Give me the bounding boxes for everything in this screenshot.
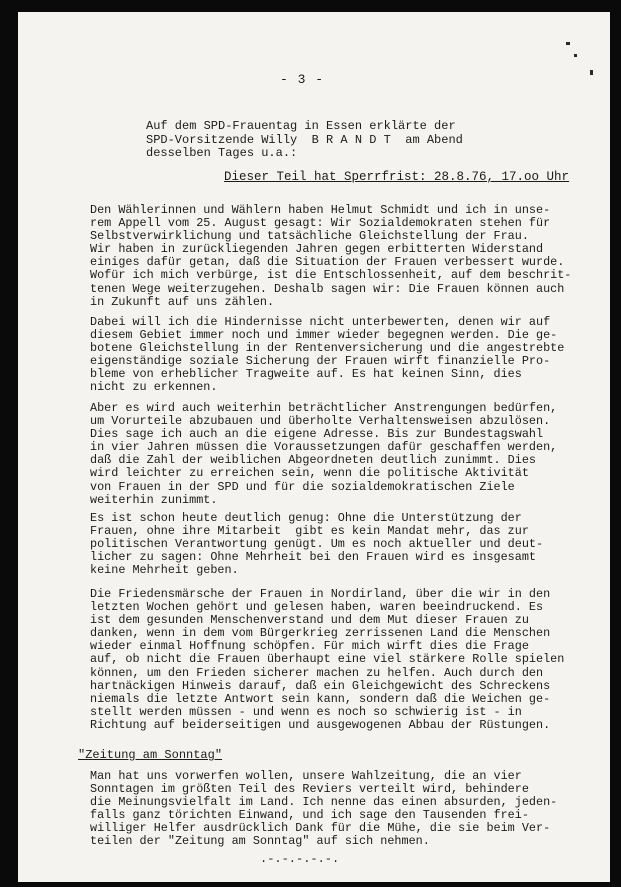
paragraph-1 [90,204,578,309]
document-body [18,12,610,882]
text-line: licher zu sagen: Ohne Mehrheit bei den Frauen wird es insgesamt [90,550,536,565]
text-line: teilen der "Zeitung am Sonntag" auf sich nehmen. [90,834,430,849]
text-line: können, um den Frieden sicherer machen zu helfen. Auch durch den [90,665,544,680]
text-line: Sonntagen im größten Teil des Reviers verteilt wird, behindere [90,782,529,797]
text-line: Dabei will ich die Hindernisse nicht unterbewerten, denen wir auf [90,315,551,329]
text-line: tenen Wege weiterzugehen. Deshalb sagen wir: Die Frauen können auch [90,281,565,296]
text-line: danken, wenn in dem vom Bürgerkrieg zerrissenen Land die Menschen [90,626,551,641]
text-line: keine Mehrheit geben. [90,563,239,578]
text-line: diesem Gebiet immer noch und immer wieder begegnen werden. Die ge- [90,328,558,343]
end-separator: .-.-.-.-.-. [260,852,340,866]
intro-block [146,120,463,161]
text-line: Es ist schon heute deutlich genug: Ohne die Unterstützung der [90,511,522,525]
embargo-notice: Dieser Teil hat Sperrfrist: 28.8.76, 17.oo Uhr [224,170,570,184]
text-line: eigenständige soziale Sicherung der Frauen wirft finanzielle Pro- [90,354,551,369]
text-line: von Frauen in der SPD und für die sozialdemokratischen Ziele [90,479,515,494]
text-line: Dies sage ich auch an die eigene Adresse. Bis zur Bundestagswahl [90,427,544,442]
text-line: Selbstverwirklichung und tatsächliche Gleichstellung der Frau. [90,229,529,244]
intro-line: desselben Tages u.a.: [146,146,298,160]
text-line: wird leichter zu erreichen sein, wenn die politische Aktivität [90,466,529,481]
text-line: falls ganz törichten Einwand, und ich sage den Tausenden frei- [90,808,529,823]
page-number: - 3 - [280,72,325,87]
text-line: Richtung auf beiderseitigen und ausgewogenen Abbau der Rüstungen. [90,717,551,732]
text-line: nicht zu erkennen. [90,380,218,395]
text-line: williger Helfer ausdrücklich Dank für die Mühe, die sie beim Ver- [90,821,551,836]
text-line: stellt werden müssen - und wenn es noch so schwierig ist - in [90,704,522,719]
paragraph-2 [90,316,578,395]
paragraph-5 [90,588,578,732]
intro-line: Auf dem SPD-Frauentag in Essen erklärte der [146,119,456,133]
text-line: wieder einmal Hoffnung schöpfen. Für mich wirft dies die Frage [90,639,529,654]
section-heading: "Zeitung am Sonntag" [78,748,223,762]
paragraph-4 [90,512,578,577]
text-line: daß die Zahl der weiblichen Abgeordneten deutlich zunimmt. Dies [90,453,536,468]
paragraph-6 [90,770,578,849]
text-line: Man hat uns vorwerfen wollen, unsere Wahlzeitung, die an vier [90,769,522,783]
text-line: auf, ob nicht die Frauen überhaupt eine viel stärkere Rolle spielen [90,652,565,667]
text-line: Die Friedensmärsche der Frauen in Nordirland, über die wir in den [90,587,551,601]
text-line: um Vorurteile abzubauen und überholte Verhaltensweisen abzulösen. [90,414,551,429]
text-line: Frauen, ohne ihre Mitarbeit gibt es kein Mandat mehr, das zur [90,524,529,539]
text-line: Aber es wird auch weiterhin beträchtlicher Anstrengungen bedürfen, [90,401,558,415]
text-line: einiges dafür getan, daß die Situation der Frauen verbessert wurde. [90,255,565,270]
text-line: in vier Jahren müssen die Voraussetzungen dafür geschaffen werden, [90,440,558,455]
text-line: die Meinungsvielfalt im Land. Ich nenne das einen absurden, jeden- [90,795,558,810]
text-line: Wir haben in zurückliegenden Jahren gegen erbitterten Widerstand [90,242,544,257]
text-line: ist dem gesunden Menschenverstand und dem Mut dieser Frauen zu [90,613,529,628]
text-line: Den Wählerinnen und Wählern haben Helmut Schmidt und ich in unse- [90,203,551,217]
text-line: politischen Verantwortung genügt. Um es noch aktueller und deut- [90,537,544,552]
intro-line: SPD-Vorsitzende Willy B R A N D T am Abend [146,132,463,147]
document-page [18,12,610,882]
text-line: Wofür ich mich verbürge, ist die Entschlossenheit, auf dem beschrit- [90,268,572,283]
text-line: weiterhin zunimmt. [90,492,218,507]
text-line: bleme von erheblicher Tragweite auf. Es hat keinen Sinn, dies [90,367,522,382]
text-line: rem Appell vom 25. August gesagt: Wir Sozialdemokraten stehen für [90,216,551,231]
paragraph-3 [90,402,578,507]
text-line: in Zukunft auf uns zählen. [90,294,275,309]
text-line: botene Gleichstellung in der Rentenversicherung und die angestrebte [90,341,565,356]
text-line: hartnäckigen Hinweis darauf, daß ein Gleichgewicht des Schreckens [90,678,551,693]
text-line: letzten Wochen gehört und gelesen haben, waren beeindruckend. Es [90,600,544,615]
text-line: niemals die letzte Antwort sein kann, sondern daß die Weichen ge- [90,691,551,706]
